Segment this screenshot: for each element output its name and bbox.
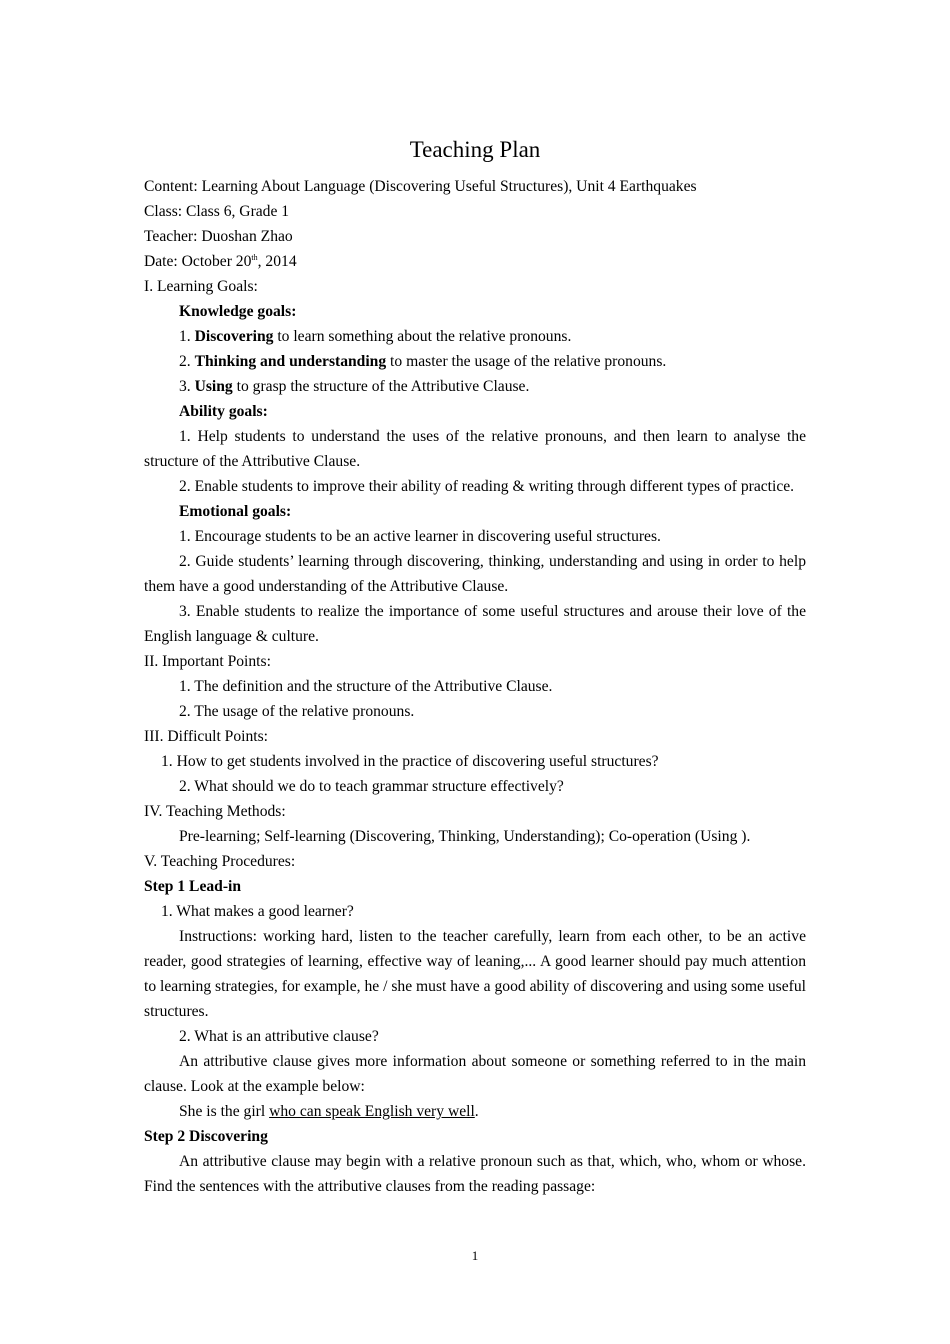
document-body xyxy=(144,136,806,1199)
content-line: Content: Learning About Language (Discovering Useful Structures), Unit 4 Earthquakes xyxy=(144,178,697,195)
step-1-label: Step 1 Lead-in xyxy=(144,878,242,895)
example-sentence xyxy=(144,1099,806,1124)
knowledge-goal-1-text: to learn something about the relative pronouns. xyxy=(273,328,572,345)
example-sentence-start: She is the girl xyxy=(179,1103,270,1120)
example-sentence-end: . xyxy=(474,1103,479,1120)
knowledge-goal-3 xyxy=(144,374,806,399)
emotional-goals-label: Emotional goals: xyxy=(179,503,292,520)
section-heading-important-points: II. Important Points: xyxy=(144,653,271,670)
page-title: Teaching Plan xyxy=(409,137,541,162)
section-heading-teaching-methods: IV. Teaching Methods: xyxy=(144,803,286,820)
emotional-goal-1: 1. Encourage students to be an active learner in discovering useful structures. xyxy=(179,528,661,545)
knowledge-goal-3-keyword: Using xyxy=(194,378,233,395)
ability-goals-heading xyxy=(144,399,806,424)
emotional-goal-3: 3. Enable students to realize the importance of some useful structures and arouse their love of the English language & culture. xyxy=(144,603,806,645)
knowledge-goal-1-number: 1. xyxy=(179,328,195,345)
date-text: Date: October 20 xyxy=(144,253,252,270)
knowledge-goal-2-number: 2. xyxy=(179,353,195,370)
knowledge-goals-heading xyxy=(144,299,806,324)
definition-paragraph: An attributive clause gives more information about someone or something referred to in the main clause. Look at the example below: xyxy=(144,1053,806,1095)
date-superscript: th xyxy=(251,252,258,262)
ability-goal-2: 2. Enable students to improve their ability of reading & writing through different types of practice. xyxy=(179,478,795,495)
teaching-methods-text: Pre-learning; Self-learning (Discovering, Thinking, Understanding); Co-operation (Using ). xyxy=(179,828,751,845)
step-2-heading xyxy=(144,1124,806,1149)
ability-goal-1: 1. Help students to understand the uses of the relative pronouns, and then learn to analyse the structure of the Attributive Clause. xyxy=(144,428,806,470)
date-year: , 2014 xyxy=(257,253,297,270)
page-number: 1 xyxy=(471,1248,479,1263)
knowledge-goal-2-keyword: Thinking and understanding xyxy=(194,353,387,370)
important-point-2: 2. The usage of the relative pronouns. xyxy=(179,703,415,720)
section-heading-learning-goals: I. Learning Goals: xyxy=(144,278,258,295)
knowledge-goal-1 xyxy=(144,324,806,349)
question-1: 1. What makes a good learner? xyxy=(161,903,354,920)
section-heading-difficult-points: III. Difficult Points: xyxy=(144,728,269,745)
knowledge-goal-3-text: to grasp the structure of the Attributive Clause. xyxy=(232,378,530,395)
difficult-point-1: 1. How to get students involved in the practice of discovering useful structures? xyxy=(161,753,659,770)
date-line xyxy=(144,249,806,274)
question-2: 2. What is an attributive clause? xyxy=(179,1028,379,1045)
example-underlined-clause: who can speak English very well xyxy=(269,1103,475,1120)
difficult-point-2: 2. What should we do to teach grammar structure effectively? xyxy=(179,778,564,795)
knowledge-goal-2 xyxy=(144,349,806,374)
step-1-heading xyxy=(144,874,806,899)
discovering-paragraph: An attributive clause may begin with a relative pronoun such as that, which, who, whom or whose. Find the sentences with the attributive clauses from the reading passage: xyxy=(144,1153,806,1195)
emotional-goal-2: 2. Guide students’ learning through discovering, thinking, understanding and using in order to help them have a good understanding of the Attributive Clause. xyxy=(144,553,806,595)
ability-goals-label: Ability goals: xyxy=(179,403,268,420)
knowledge-goal-1-keyword: Discovering xyxy=(194,328,274,345)
emotional-goals-heading xyxy=(144,499,806,524)
instructions-paragraph: Instructions: working hard, listen to the teacher carefully, learn from each other, to be an active reader, good strategies of learning, effective way of leaning,... A good learner should pay much attention to learning strategies, for example, he / she must have a good ability of discovering and using some useful structures. xyxy=(144,928,806,1020)
knowledge-goal-2-text: to master the usage of the relative pronouns. xyxy=(386,353,667,370)
knowledge-goal-3-number: 3. xyxy=(179,378,195,395)
class-line: Class: Class 6, Grade 1 xyxy=(144,203,290,220)
important-point-1: 1. The definition and the structure of the Attributive Clause. xyxy=(179,678,553,695)
step-2-label: Step 2 Discovering xyxy=(144,1128,268,1145)
section-heading-teaching-procedures: V. Teaching Procedures: xyxy=(144,853,296,870)
teacher-line: Teacher: Duoshan Zhao xyxy=(144,228,293,245)
knowledge-goals-label: Knowledge goals: xyxy=(179,303,297,320)
